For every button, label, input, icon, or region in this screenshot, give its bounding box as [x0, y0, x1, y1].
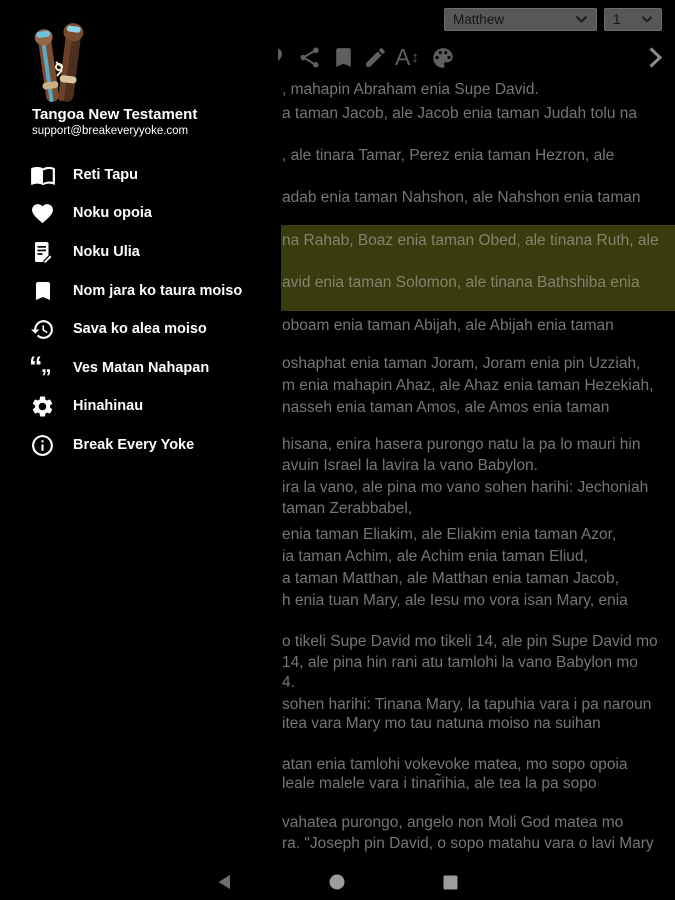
bible-book-icon [29, 162, 56, 189]
recents-icon [443, 875, 458, 890]
back-icon [217, 874, 231, 890]
history-icon [29, 316, 56, 343]
drawer-item-label: Reti Tapu [73, 167, 138, 183]
verse-line[interactable]: avid enia taman Solomon, ale tinana Bathshiba enia [282, 274, 640, 291]
verse-line[interactable]: o tikeli Supe David mo tikeli 14, ale pin Supe David mo [282, 633, 658, 650]
verse-line[interactable]: oshaphat enia taman Joram, Joram enia pin Uzziah, [282, 355, 641, 372]
verse-line[interactable]: ia taman Achim, ale Achim enia taman Eliud, [282, 548, 588, 565]
verse-line[interactable]: vahatea purongo, angelo non Moli God matea mo [282, 814, 624, 831]
verse-line[interactable]: adab enia taman Nahshon, ale Nahshon enia taman [282, 189, 641, 206]
home-button[interactable] [314, 864, 360, 900]
support-email: support@breakeveryyoke.com [32, 125, 189, 137]
drawer-item-sava-ko-alea[interactable] [0, 310, 278, 348]
drawer-item-noku-opoia[interactable] [0, 194, 278, 232]
verse-line[interactable]: 14, ale pina hin rani atu tamlohi la vano Babylon mo [282, 654, 638, 671]
font-size-icon: A [395, 44, 411, 70]
verse-line[interactable]: , ale tinara Tamar, Perez enia taman Hezron, ale [282, 147, 615, 164]
up-down-arrows-icon: ↕ [411, 48, 419, 66]
chapter-select-value: 1 [613, 12, 621, 27]
verse-line[interactable]: hisana, enira hasera purongo natu la pa lo mauri hin [282, 436, 641, 453]
verse-line[interactable]: , mahapin Abraham enia Supe David. [282, 81, 539, 98]
fists-breaking-chains-logo [18, 18, 98, 109]
app-title: Tangoa New Testament [32, 106, 198, 123]
settings-icon [29, 393, 56, 420]
system-navbar [0, 864, 675, 900]
verse-line[interactable]: oboam enia taman Abijah, ale Abijah enia taman [282, 317, 614, 334]
drawer-item-label: Noku opoia [73, 205, 152, 221]
drawer-item-label: Break Every Yoke [73, 437, 195, 453]
info-icon [29, 432, 56, 459]
drawer-item-label: Sava ko alea moiso [73, 321, 207, 337]
back-button[interactable] [201, 864, 247, 900]
book-select-value: Matthew [453, 12, 505, 27]
drawer-item-label: Ves Matan Nahapan [73, 360, 210, 376]
verse-line[interactable]: na Rahab, Boaz enia taman Obed, ale tinana Ruth, ale [282, 232, 659, 249]
verse-line[interactable]: avuin Israel la lavira la vano Babylon. [282, 457, 538, 474]
home-icon [329, 874, 345, 890]
verse-line[interactable]: taman Zerabbabel, [282, 500, 413, 517]
verse-line[interactable]: a taman Matthan, ale Matthan enia taman Jacob, [282, 570, 619, 587]
verse-line[interactable]: itea vara Mary mo tau natuna moiso na suihan [282, 715, 601, 732]
verse-line[interactable]: m enia mahapin Ahaz, ale Ahaz enia taman Hezekiah, [282, 377, 654, 394]
recents-button[interactable] [427, 864, 473, 900]
drawer-item-hinahinau[interactable] [0, 387, 278, 425]
drawer-item-nom-jara[interactable] [0, 272, 278, 310]
drawer-item-noku-ulia[interactable] [0, 233, 278, 271]
navigation-drawer [0, 0, 278, 864]
notes-icon [29, 239, 56, 266]
verse-line[interactable]: sohen harihi: Tinana Mary, la tapuhia vara i pa naroun [282, 696, 652, 713]
quote-icon: “ „ [29, 350, 52, 381]
verse-line[interactable]: atan enia tamlohi vokevoke matea, mo sopo opoia [282, 756, 628, 773]
verse-line[interactable]: a taman Jacob, ale Jacob enia taman Judah tolu na [282, 105, 638, 122]
verse-line[interactable]: ira la vano, ale pina mo vano sohen harihi: Jechoniah [282, 479, 649, 496]
verse-line[interactable]: ra. "Joseph pin David, o sopo matahu vara o lavi Mary [282, 835, 654, 852]
drawer-item-break-every-yoke[interactable] [0, 426, 278, 464]
verse-line[interactable]: h enia tuan Mary, ale Iesu mo vora isan Mary, enia [282, 592, 628, 609]
verse-line[interactable]: nasseh enia taman Amos, ale Amos enia taman [282, 399, 610, 416]
drawer-item-ves-matan[interactable] [0, 349, 278, 387]
heart-icon [29, 200, 56, 227]
drawer-item-label: Nom jara ko taura moiso [73, 283, 243, 299]
bookmark-icon [29, 278, 56, 305]
verse-line[interactable]: enia taman Eliakim, ale Eliakim enia taman Azor, [282, 526, 617, 543]
verse-line[interactable]: 4. [282, 674, 295, 691]
drawer-item-label: Hinahinau [73, 398, 144, 414]
drawer-item-reti-tapu[interactable] [0, 156, 278, 194]
verse-line[interactable]: leale malele vara i tinar̃ihia, ale tea la pa sopo [282, 775, 597, 792]
drawer-item-label: Noku Ulia [73, 244, 140, 260]
